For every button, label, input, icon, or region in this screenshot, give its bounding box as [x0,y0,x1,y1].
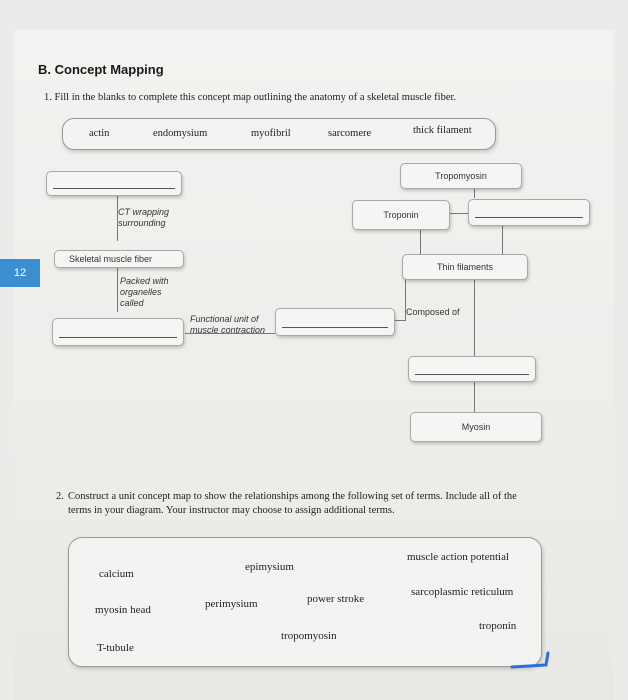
term: muscle action potential [407,551,510,563]
functional-unit-label: Functional unit of muscle contraction [190,314,266,335]
ct-wrapping-label: CT wrapping surrounding [118,207,170,228]
question-1 [44,92,456,103]
blank-line[interactable] [282,327,388,328]
connector-line [420,228,421,254]
terms-box [68,537,542,667]
ct-blank-box[interactable] [46,171,182,196]
term: myosin head [95,604,151,616]
organelle-blank-box[interactable] [52,318,184,346]
word-bank-term: actin [89,128,110,139]
blank-line[interactable] [53,188,175,189]
corner-bracket-icon [510,650,552,670]
skeletal-muscle-fiber-box [54,250,184,268]
tropomyosin-text: Tropomyosin [435,171,487,181]
troponin-right-blank-box[interactable] [468,199,590,226]
packed-with-label: Packed with organelles called [120,276,169,308]
section-title: B. Concept Mapping [38,62,164,77]
page-number: 12 [13,267,27,279]
blank-line[interactable] [59,337,177,338]
connector-line [448,213,468,214]
functional-blank-box[interactable] [275,308,395,336]
word-bank [62,118,496,150]
skeletal-muscle-fiber-text: Skeletal muscle fiber [69,254,153,264]
term: sarcoplasmic reticulum [411,586,514,598]
term: tropomyosin [281,630,337,642]
thin-filaments-box [402,254,528,280]
tropomyosin-box [400,163,522,189]
question-2-number: 2. [56,491,64,502]
myosin-text: Myosin [461,422,491,432]
word-bank-term: myofibril [251,128,291,139]
connector-line [474,382,475,412]
blank-line[interactable] [475,217,583,218]
connector-line [502,226,503,254]
blank-line[interactable] [415,374,529,375]
word-bank-term: sarcomere [328,128,372,139]
myosin-box [410,412,542,442]
troponin-box [352,200,450,230]
question-2-text: Construct a unit concept map to show the relationships among the following set of terms. Include all of the terms in your diagram. Your instructor may choose to assign additional terms. [68,491,517,516]
composed-of-label: Composed of [406,307,460,317]
composed-blank-box[interactable] [408,356,536,382]
term: calcium [99,568,134,580]
connector-line [395,320,405,321]
thin-filaments-text: Thin filaments [436,262,494,272]
term: power stroke [307,593,365,605]
term: epimysium [245,561,294,573]
word-bank-term: endomysium [153,128,208,139]
page-number-tab [0,259,40,287]
troponin-text: Troponin [383,210,419,220]
term: T-tubule [97,642,134,654]
word-bank-term: thick filament [413,125,472,136]
term: troponin [479,620,517,632]
connector-line [117,268,118,312]
question-1-text: Fill in the blanks to complete this concept map outlining the anatomy of a skeletal muscle fiber. [54,92,457,103]
connector-line [474,188,475,198]
term: perimysium [205,598,258,610]
question-2 [56,490,526,518]
question-1-number: 1. [44,92,52,103]
